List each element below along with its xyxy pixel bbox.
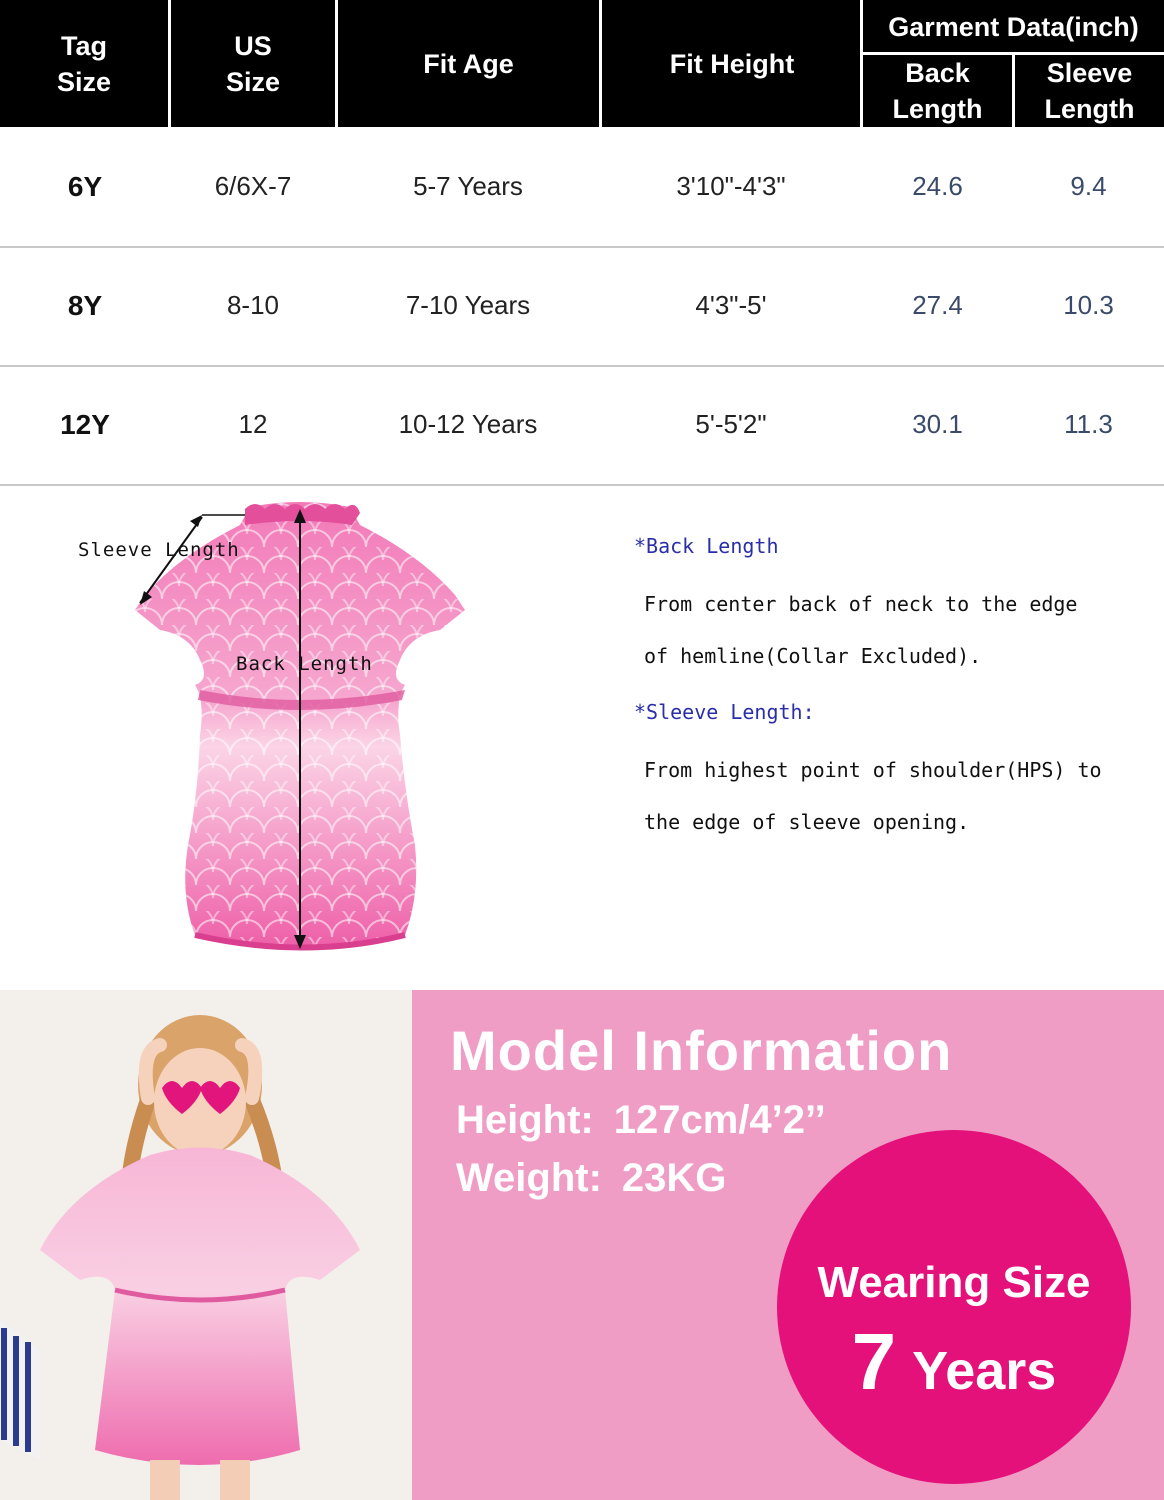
cell-sleeve-length: 11.3	[1064, 409, 1113, 439]
cell-us-size: 6/6X-7	[214, 171, 292, 201]
dress-illustration	[60, 495, 500, 965]
table-row	[0, 365, 1164, 486]
cell-tag-size: 8Y	[67, 289, 103, 321]
wearing-size-value	[777, 1316, 1131, 1408]
cell-back-length: 24.6	[912, 171, 963, 201]
model-illustration	[0, 990, 412, 1500]
cell-back-length: 27.4	[912, 290, 963, 320]
back-length-note-title: *Back Length	[634, 534, 779, 558]
header-garment-data: Garment Data(inch)	[888, 12, 1139, 42]
dress-measurement-diagram	[60, 495, 500, 965]
cell-tag-size: 6Y	[67, 170, 103, 202]
cell-fit-age: 10-12 Years	[398, 409, 538, 439]
weight-value: 23KG	[621, 1156, 727, 1200]
cell-us-size: 12	[238, 409, 268, 439]
back-length-note-line: of hemline(Collar Excluded).	[644, 644, 982, 668]
header-fit-age: Fit Age	[423, 48, 514, 79]
cell-sleeve-length: 10.3	[1063, 290, 1114, 320]
cell-fit-age: 7-10 Years	[405, 290, 531, 320]
header-tag-size: Tag Size	[56, 30, 112, 97]
cell-sleeve-length: 9.4	[1070, 171, 1107, 201]
cell-fit-age: 5-7 Years	[413, 171, 523, 201]
table-row	[0, 127, 1164, 248]
header-back-length: Back Length	[892, 58, 983, 124]
cell-fit-height: 4'3"-5'	[695, 290, 767, 320]
back-length-label: Back Length	[236, 653, 373, 675]
cell-fit-height: 3'10"-4'3"	[676, 171, 786, 201]
cell-us-size: 8-10	[226, 290, 280, 320]
model-weight	[456, 1156, 726, 1201]
cell-tag-size: 12Y	[60, 408, 110, 440]
sleeve-length-note-line: From highest point of shoulder(HPS) to	[644, 758, 1102, 782]
header-fit-height: Fit Height	[669, 48, 795, 79]
weight-label: Weight:	[456, 1156, 602, 1200]
back-length-note-line: From center back of neck to the edge	[644, 592, 1078, 616]
header-us-size: US Size	[225, 30, 281, 97]
model-photo	[0, 990, 412, 1500]
height-value: 127cm/4’2’’	[613, 1098, 826, 1142]
height-label: Height:	[456, 1098, 594, 1142]
sleeve-length-note-title: *Sleeve Length:	[634, 700, 815, 724]
model-height	[456, 1098, 826, 1143]
table-row	[0, 246, 1164, 367]
header-sleeve-length: Sleeve Length	[1044, 58, 1135, 124]
table-header	[0, 0, 1164, 127]
model-information-title: Model Information	[450, 1019, 953, 1082]
cell-fit-height: 5'-5'2"	[695, 409, 767, 439]
wearing-size-number: 7	[851, 1317, 897, 1406]
wearing-size-label: Wearing Size	[817, 1258, 1091, 1307]
wearing-size-badge	[777, 1130, 1131, 1484]
sleeve-length-label: Sleeve Length	[78, 539, 240, 561]
wearing-size-unit: Years	[912, 1341, 1057, 1401]
model-information-panel	[412, 990, 1164, 1500]
sleeve-length-note-line: the edge of sleeve opening.	[644, 810, 970, 834]
cell-back-length: 30.1	[912, 409, 963, 439]
